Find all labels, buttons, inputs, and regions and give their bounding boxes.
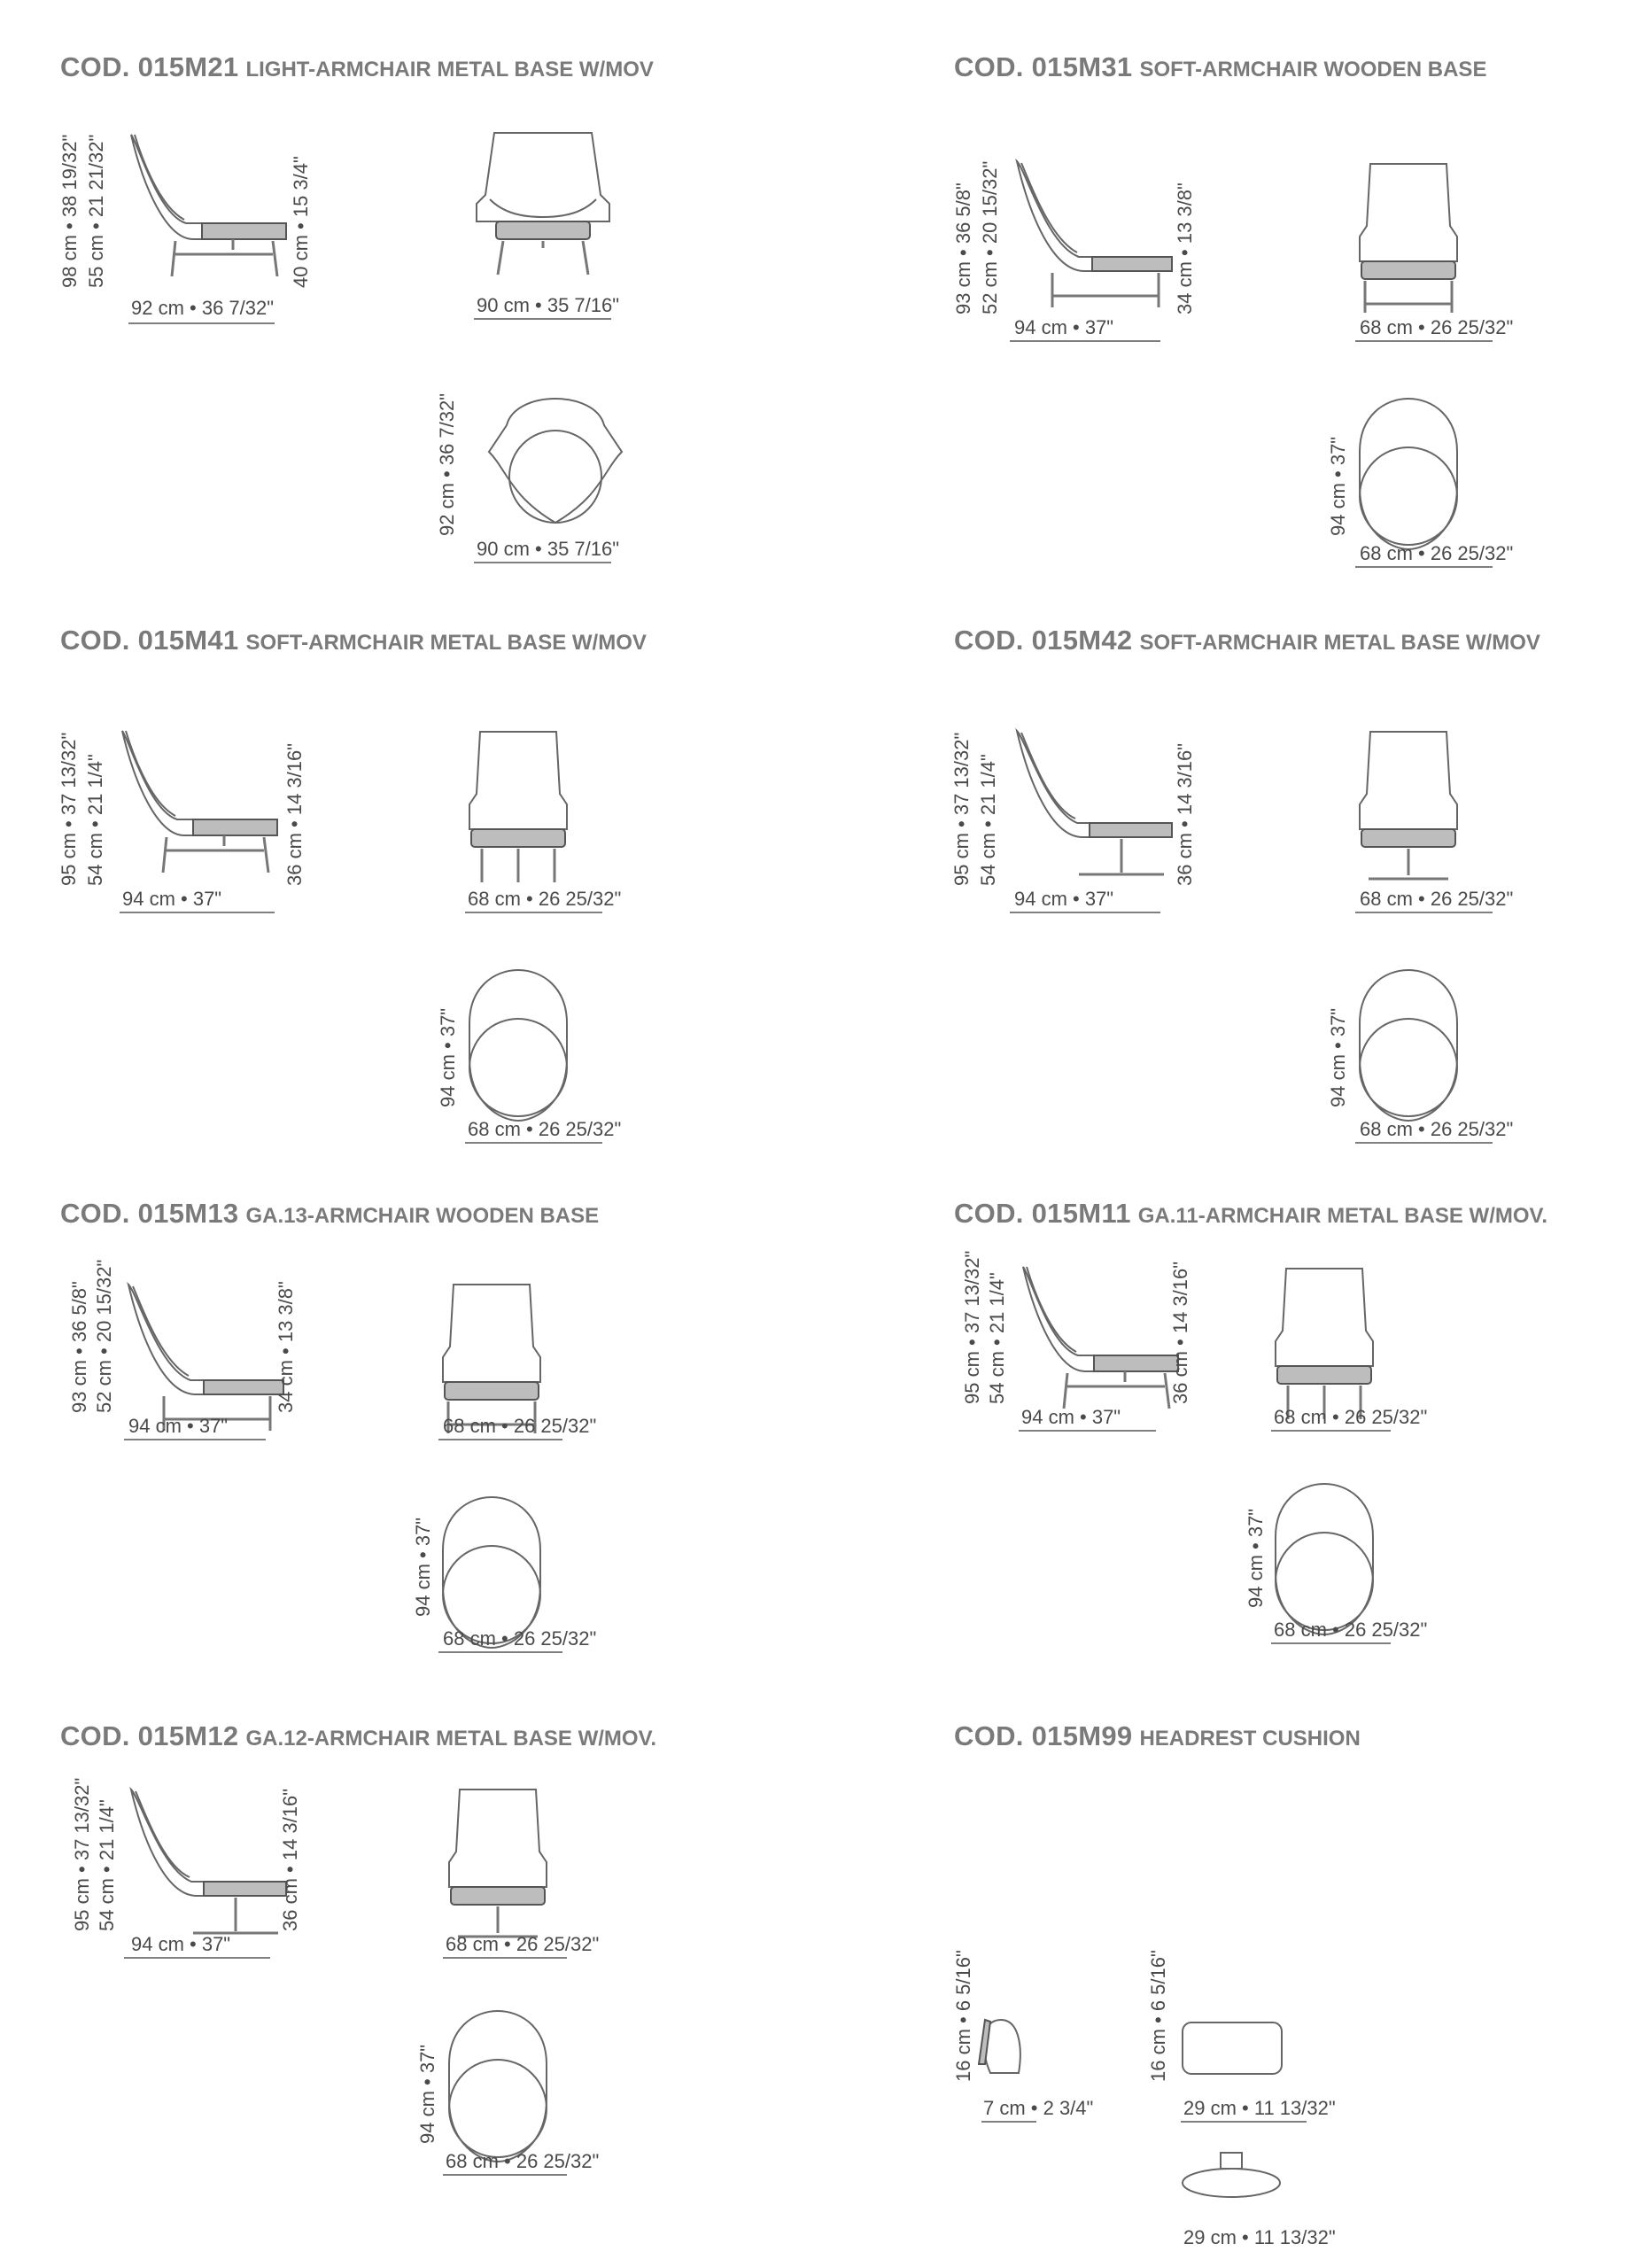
dim-side-width: 94 cm • 37" bbox=[122, 888, 222, 910]
dim-side-arm-height: 54 cm • 21 1/4" bbox=[986, 1272, 1008, 1404]
top-view-m41 bbox=[469, 970, 567, 1121]
dim-side-height: 95 cm • 37 13/32" bbox=[58, 732, 80, 886]
headrest-front-view bbox=[1183, 2022, 1282, 2074]
top-view-m13 bbox=[443, 1497, 540, 1648]
dim-front-width: 29 cm • 11 13/32" bbox=[1183, 2097, 1336, 2119]
product-description: GA.12-ARMCHAIR METAL BASE W/MOV. bbox=[245, 1727, 657, 1751]
dim-front-width: 68 cm • 26 25/32" bbox=[1360, 316, 1514, 338]
dim-front-width: 68 cm • 26 25/32" bbox=[1360, 888, 1514, 910]
dim-top-width: 68 cm • 26 25/32" bbox=[468, 1118, 622, 1140]
dim-side-arm-height: 54 cm • 21 1/4" bbox=[96, 1799, 118, 1931]
dim-seat-height: 36 cm • 14 3/16" bbox=[279, 1788, 301, 1931]
front-view-m31 bbox=[1360, 164, 1457, 313]
top-view-m21 bbox=[489, 399, 622, 523]
side-view-m42 bbox=[1017, 731, 1172, 874]
front-view-m12 bbox=[449, 1790, 547, 1937]
dim-side-arm-height: 55 cm • 21 21/32" bbox=[85, 134, 107, 288]
dim-front-width: 68 cm • 26 25/32" bbox=[446, 1933, 600, 1955]
dim-seat-height: 40 cm • 15 3/4" bbox=[290, 156, 312, 288]
dim-seat-height: 36 cm • 14 3/16" bbox=[1174, 742, 1196, 886]
dim-top-depth: 94 cm • 37" bbox=[437, 1007, 459, 1107]
dim-front-width: 68 cm • 26 25/32" bbox=[1274, 1406, 1428, 1428]
dim-top-width: 90 cm • 35 7/16" bbox=[477, 538, 620, 560]
headrest-side-view bbox=[979, 2020, 1020, 2073]
dim-front-width: 68 cm • 26 25/32" bbox=[443, 1415, 597, 1437]
dim-side-height: 95 cm • 37 13/32" bbox=[71, 1777, 93, 1931]
dim-side-height: 98 cm • 38 19/32" bbox=[58, 134, 81, 288]
front-view-m11 bbox=[1276, 1269, 1373, 1419]
dim-top-depth: 94 cm • 37" bbox=[412, 1517, 434, 1617]
product-description: GA.13-ARMCHAIR WOODEN BASE bbox=[245, 1204, 600, 1228]
product-code: COD. 015M99 bbox=[954, 1720, 1133, 1751]
dim-side-arm-height: 52 cm • 20 15/32" bbox=[93, 1259, 115, 1413]
dim-top-depth: 94 cm • 37" bbox=[1245, 1508, 1267, 1608]
dim-side-height: 95 cm • 37 13/32" bbox=[961, 1250, 983, 1404]
dim-seat-height: 36 cm • 14 3/16" bbox=[1169, 1261, 1191, 1404]
product-description: LIGHT-ARMCHAIR METAL BASE W/MOV bbox=[245, 58, 654, 82]
dim-seat-height: 34 cm • 13 3/8" bbox=[1174, 182, 1196, 314]
dimension-labels bbox=[58, 135, 1513, 2248]
dim-headrest-front-height: 16 cm • 6 5/16" bbox=[1147, 1950, 1169, 2082]
dim-side-width: 94 cm • 37" bbox=[1021, 1406, 1121, 1428]
front-view-m13 bbox=[443, 1285, 540, 1433]
dim-seat-height: 34 cm • 13 3/8" bbox=[275, 1281, 297, 1413]
top-view-m12 bbox=[449, 2011, 547, 2162]
product-code: COD. 015M41 bbox=[60, 625, 239, 656]
side-view-m11 bbox=[1023, 1267, 1178, 1409]
dimension-lines bbox=[120, 319, 1493, 2175]
product-description: HEADREST CUSHION bbox=[1139, 1727, 1361, 1751]
dim-top-depth: 94 cm • 37" bbox=[416, 2044, 438, 2144]
dim-front-width: 90 cm • 35 7/16" bbox=[477, 294, 620, 316]
dim-side-arm-height: 54 cm • 21 1/4" bbox=[84, 754, 106, 886]
side-view-m31 bbox=[1017, 161, 1172, 307]
product-code: COD. 015M31 bbox=[954, 51, 1133, 82]
dim-top-depth: 94 cm • 37" bbox=[1327, 436, 1349, 536]
dim-side-width: 94 cm • 37" bbox=[1014, 888, 1114, 910]
product-code: COD. 015M13 bbox=[60, 1198, 239, 1229]
product-code: COD. 015M11 bbox=[954, 1198, 1131, 1229]
dim-side-width: 94 cm • 37" bbox=[131, 1933, 231, 1955]
front-view-m42 bbox=[1360, 732, 1457, 879]
dim-side-height: 93 cm • 36 5/8" bbox=[952, 182, 974, 314]
dim-top-width: 68 cm • 26 25/32" bbox=[1360, 1118, 1514, 1140]
dim-seat-height: 36 cm • 14 3/16" bbox=[283, 742, 306, 886]
product-code: COD. 015M42 bbox=[954, 625, 1133, 656]
product-description: SOFT-ARMCHAIR METAL BASE W/MOV bbox=[1139, 631, 1540, 655]
dim-top-width: 29 cm • 11 13/32" bbox=[1183, 2226, 1336, 2248]
dim-top-width: 68 cm • 26 25/32" bbox=[1360, 542, 1514, 564]
dim-side-width: 92 cm • 36 7/32" bbox=[131, 297, 275, 319]
front-view-m41 bbox=[469, 732, 567, 882]
top-view-m42 bbox=[1360, 970, 1457, 1121]
dim-side-arm-height: 52 cm • 20 15/32" bbox=[979, 160, 1001, 314]
dim-headrest-side-height: 16 cm • 6 5/16" bbox=[952, 1950, 974, 2082]
dim-top-width: 68 cm • 26 25/32" bbox=[446, 2150, 600, 2172]
dim-top-width: 68 cm • 26 25/32" bbox=[1274, 1619, 1428, 1641]
dim-top-depth: 94 cm • 37" bbox=[1327, 1007, 1349, 1107]
product-description: SOFT-ARMCHAIR WOODEN BASE bbox=[1139, 58, 1487, 82]
dim-side-width: 94 cm • 37" bbox=[128, 1415, 229, 1437]
product-description: SOFT-ARMCHAIR METAL BASE W/MOV bbox=[245, 631, 647, 655]
product-code: COD. 015M21 bbox=[60, 51, 239, 82]
side-view-m12 bbox=[131, 1790, 286, 1933]
front-view-m21 bbox=[477, 133, 609, 275]
side-view-m21 bbox=[131, 135, 286, 276]
headrest-top-view bbox=[1183, 2153, 1280, 2197]
product-code: COD. 015M12 bbox=[60, 1720, 239, 1751]
dim-top-width: 68 cm • 26 25/32" bbox=[443, 1627, 597, 1650]
top-view-m31 bbox=[1360, 399, 1457, 549]
side-view-m13 bbox=[128, 1285, 283, 1431]
dim-side-height: 93 cm • 36 5/8" bbox=[68, 1281, 90, 1413]
dim-top-depth: 92 cm • 36 7/32" bbox=[436, 392, 458, 536]
dim-side-width: 94 cm • 37" bbox=[1014, 316, 1114, 338]
dim-side-height: 95 cm • 37 13/32" bbox=[950, 732, 973, 886]
dim-side-arm-height: 54 cm • 21 1/4" bbox=[977, 754, 999, 886]
dim-front-width: 68 cm • 26 25/32" bbox=[468, 888, 622, 910]
top-view-m11 bbox=[1276, 1484, 1373, 1634]
product-description: GA.11-ARMCHAIR METAL BASE W/MOV. bbox=[1137, 1204, 1547, 1228]
dim-side-width: 7 cm • 2 3/4" bbox=[983, 2097, 1094, 2119]
side-view-m41 bbox=[122, 731, 277, 873]
